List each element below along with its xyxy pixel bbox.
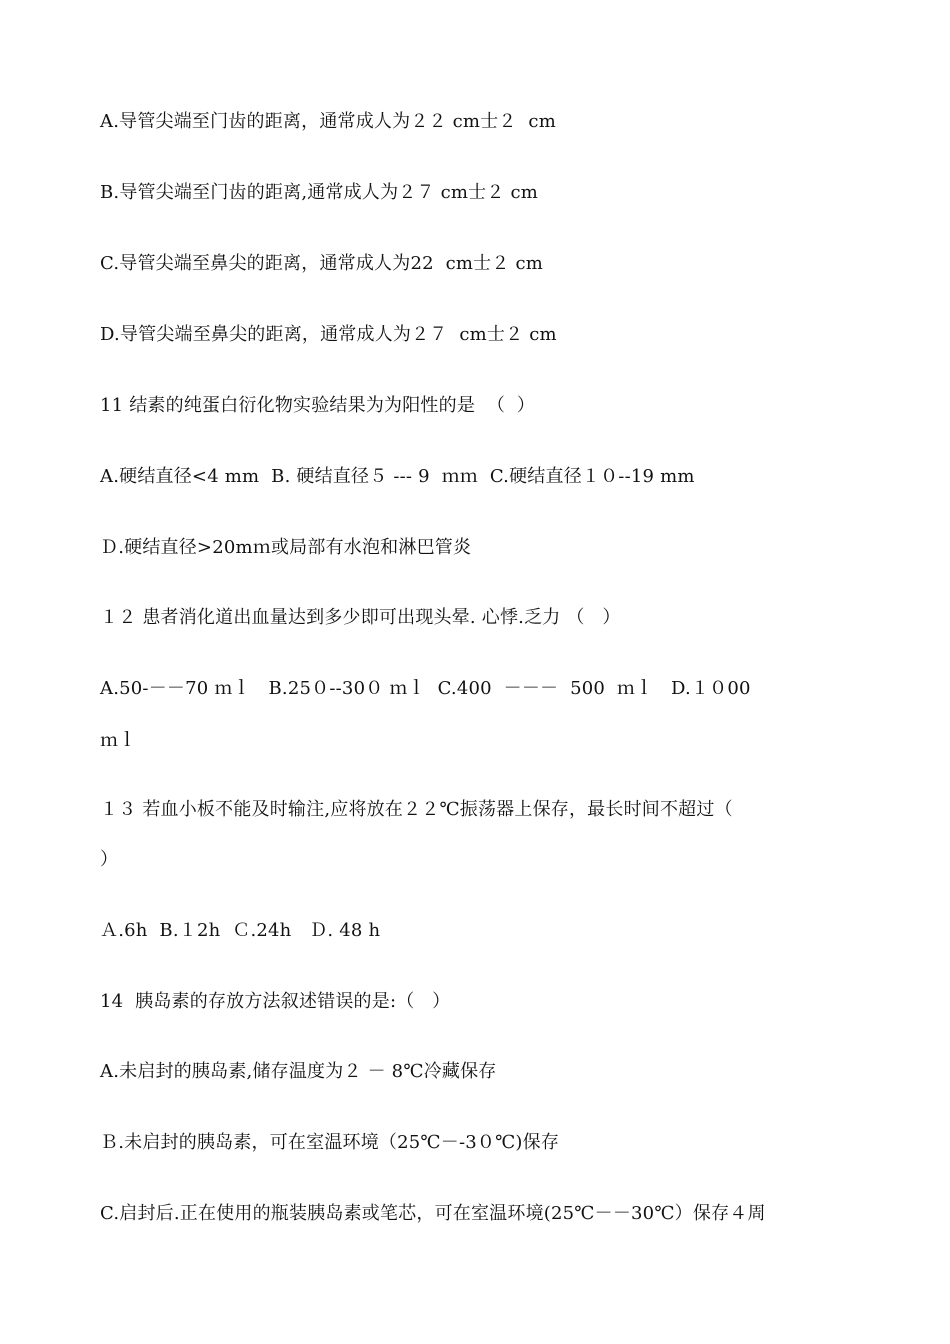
option-14-c: C.启封后.正在使用的瓶装胰岛素或笔芯，可在室温环境(25℃－－30℃）保存４周	[100, 1203, 766, 1224]
options-12: A.50-－－70 ｍｌ B.25０--30０ ｍｌ C.400 －－－ 500 ｍｌ D.１０00	[100, 678, 751, 699]
question-13-continued: ）	[100, 849, 119, 870]
option-14-b: Ｂ.未启封的胰岛素，可在室温环境（25℃－-3０℃)保存	[100, 1132, 560, 1153]
question-14: 14 胰岛素的存放方法叙述错误的是:（ ）	[100, 991, 451, 1012]
option-11-d: Ｄ.硬结直径>20mｍ或局部有水泡和淋巴管炎	[100, 537, 472, 558]
option-10-c: C.导管尖端至鼻尖的距离，通常成人为22 cm士２ cm	[100, 253, 544, 274]
option-10-a: A.导管尖端至门齿的距离，通常成人为２２ cm士２ cm	[100, 111, 556, 132]
options-11-abc: A.硬结直径<4 mm B. 硬结直径５ --- 9 ｍｍ C.硬结直径１０--19 mm	[100, 466, 695, 487]
question-11: 11 结素的纯蛋白衍化物实验结果为为阳性的是 （ ）	[100, 395, 536, 416]
option-14-a: A.未启封的胰岛素,储存温度为２ － 8℃冷藏保存	[100, 1061, 497, 1082]
question-13: １３ 若血小板不能及时输注,应将放在２２℃振荡器上保存，最长时间不超过（	[100, 799, 733, 820]
option-10-b: B.导管尖端至门齿的距离,通常成人为２７ cm士２ cm	[100, 182, 539, 203]
options-13: Ａ.6h B.１2h Ｃ.24h Ｄ. 48 h	[100, 920, 381, 941]
question-12: １２ 患者消化道出血量达到多少即可出现头晕. 心悸.乏力 （ ）	[100, 607, 621, 628]
option-10-d: D.导管尖端至鼻尖的距离，通常成人为２７ cm士２ cm	[100, 324, 557, 345]
options-12-continued: ｍｌ	[100, 730, 137, 751]
